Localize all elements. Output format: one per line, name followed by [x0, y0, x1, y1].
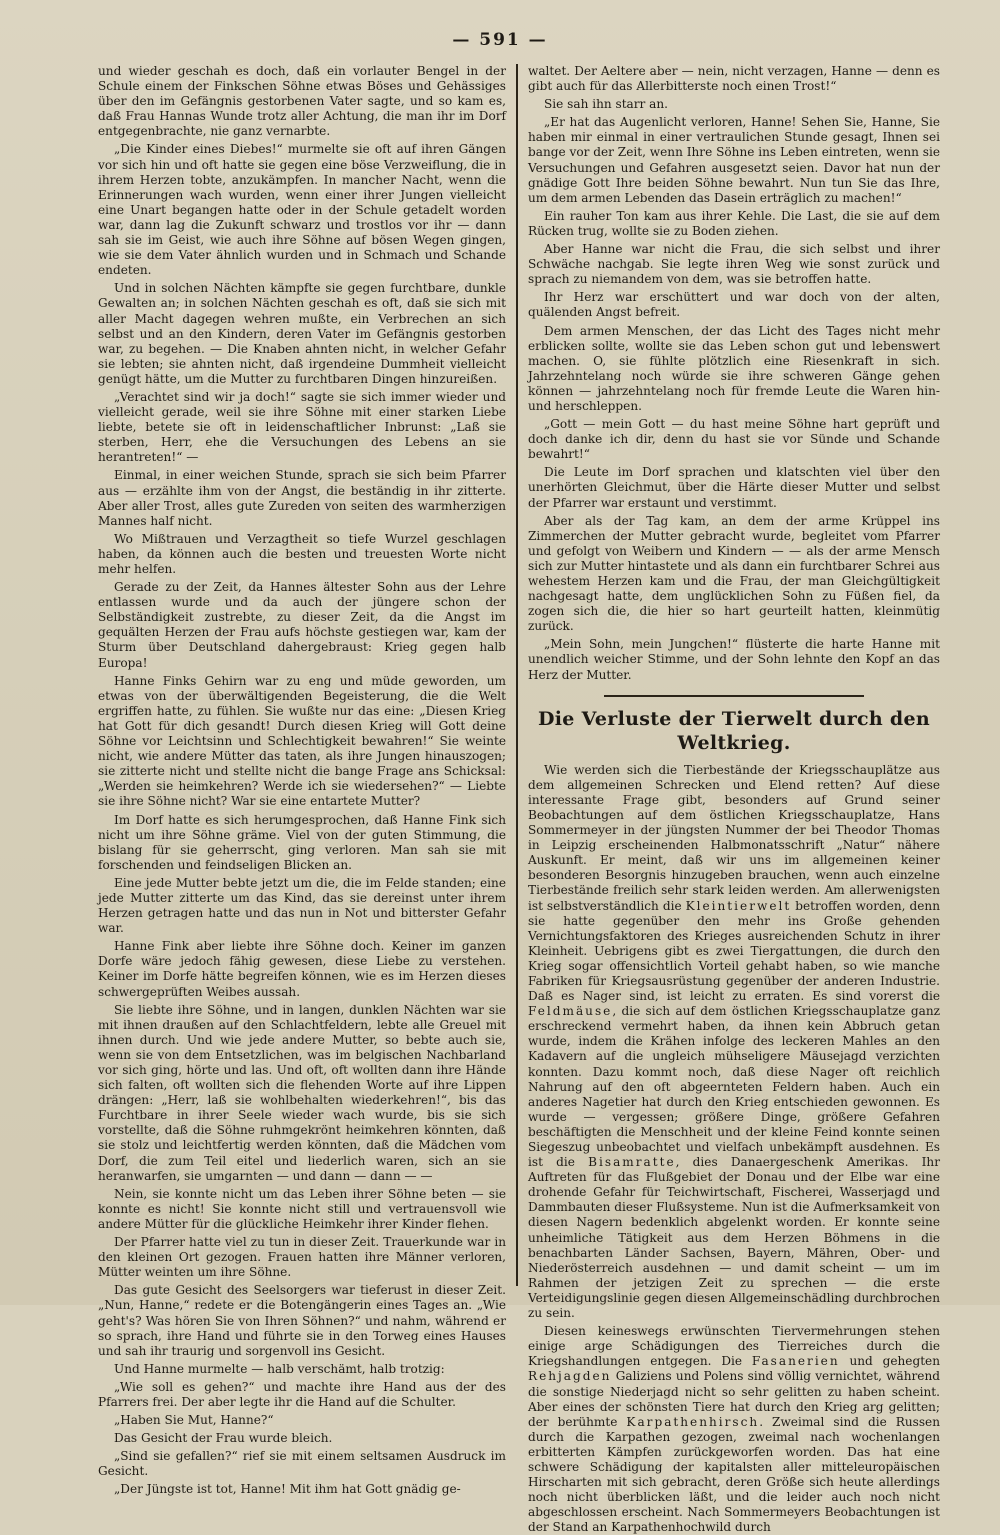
story-paragraph: „Sind sie gefallen?“ rief sie mit einem seltsamen Ausdruck im Gesicht. [98, 1449, 506, 1479]
story-paragraph: Aber Hanne war nicht die Frau, die sich selbst und ihrer Schwäche nachgab. Sie legte ihren Weg wie sonst zurück und sprach zu niemandem von dem, was sie betroffen hatte. [528, 242, 940, 287]
emphasis: Feldmäuse [528, 1004, 613, 1019]
story-paragraph: Das gute Gesicht des Seelsorgers war tieferust in dieser Zeit. „Nun, Hanne,“ redete er die Botengängerin eines Tages an. „Wie geht's? Was hören Sie von Ihren Söhnen?“ und nahm, während er so sprach, ihre Hand und führte sie in den Torweg eines Hauses und sah ihr traurig und sorgenvoll ins Gesicht. [98, 1283, 506, 1358]
story-paragraph: „Die Kinder eines Diebes!“ murmelte sie oft auf ihren Gängen vor sich hin und oft hatte sie gegen eine böse Verzweiflung, die in ihrem Herzen tobte, anzukämpfen. In mancher Nacht, wenn die Erinnerungen wach wurden, wenn einer ihrer Jungen vielleicht eine Unart begangen hatte oder in der Schule getadelt worden war, dann lag die Zukunft schwarz und trostlos vor ihr — dann sah sie im Geist, wie auch ihre Söhne auf bösen Wegen gingen, wie sie dem Vater ähnlich wurden und in Schmach und Schande endeten. [98, 142, 506, 278]
story-paragraph: Ein rauher Ton kam aus ihrer Kehle. Die Last, die sie auf dem Rücken trug, wollte sie zu Boden ziehen. [528, 208, 940, 238]
story-column-right [528, 64, 940, 683]
story-paragraph: Hanne Fink aber liebte ihre Söhne doch. Keiner im ganzen Dorfe wäre jedoch fähig gewesen, diese Liebe zu verstehen. Keiner im Dorfe hätte begreifen können, wie es im Herzen dieses schwergeprüften Weibes aussah. [98, 939, 506, 999]
right-column [528, 64, 940, 1535]
article-paragraph: Wie werden sich die Tierbestände der Kriegsschauplätze aus dem allgemeinen Schrecken und Elend retten? Auf diese interessante Frage gibt, besonders auf Grund seiner Beobachtungen auf dem östlichen Kriegsschauplatze, Hans Sommermeyer in der jüngsten Nummer der bei Theodor Thomas in Leipzig erscheinenden Halbmonatsschrift „Natur“ nähere Auskunft. Er meint, daß wir uns im allgemeinen keiner besonderen Besorgnis hinzugeben brauchen, wenn auch einzelne Tierbestände freilich sehr stark leiden werden. Am allerwenigsten ist selbstverständlich die Kleintierwelt betroffen worden, denn sie hatte gegenüber den mehr ins Große gehenden Vernichtungsfaktoren des Krieges ausreichenden Schutz in ihrer Kleinheit. Uebrigens gibt es zwei Tiergattungen, die durch den Krieg sogar offensichtlich Vorteil gehabt haben, so wie manche Fabriken für Kriegsausrüstung gegenüber der anderen Industrie. Daß es Nager sind, ist leicht zu erraten. Es sind vorerst die Feldmäuse, die sich auf dem östlichen Kriegsschauplatze ganz erschreckend vermehrt haben, da ihnen kein Abbruch getan wurde, indem die Krähen infolge des leckeren Mahles an den Kadavern auf die ungleich mühseligere Mäusejagd verzichten konnten. Dazu kommt noch, daß diese Nager oft reichlich Nahrung auf den oft abgeernteten Feldern haben. Auch ein anderes Nagetier hat durch den Krieg entschieden gewonnen. Es wurde — vergessen; größere Dinge, größere Gefahren beschäftigten die Menschheit und der kleine Feind konnte seinen Siegeszug unbeobachtet und vielfach unbekämpft ausdehnen. Es ist die Bisamratte, dies Danaergeschenk Amerikas. Ihr Auftreten für das Flußgebiet der Donau und der Elbe war eine drohende Gefahr für Teichwirtschaft, Fischerei, Wasserjagd und Dammbauten dieser Flußsysteme. Nun ist die Aufmerksamkeit von diesen Nagern bedenklich abgelenkt worden. Er konnte seine unheimliche Tätigkeit aus dem Herzen Böhmens in die benachbarten Länder Sachsen, Bayern, Mähren, Ober- und Niederösterreich ausdehnen — und damit scheint — um im Rahmen der jetzigen Zeit zu sprechen — die erste Verteidigungslinie gegen diesen Allgemeinschädling durchbrochen zu sein. [528, 762, 940, 1321]
story-paragraph: „Haben Sie Mut, Hanne?“ [114, 1413, 274, 1428]
story-paragraph: „Verachtet sind wir ja doch!“ sagte sie sich immer wieder und vielleicht gerade, weil sie ihre Söhne mit einer starken Liebe liebte, betete sie oft in leidenschaftlicher Inbrunst: „Laß sie sterben, Herr, ehe die Versuchungen des Lebens an sie herantreten!“ — [98, 389, 506, 465]
story-paragraph: Ihr Herz war erschüttert und war doch von der alten, quälenden Angst befreit. [528, 290, 940, 320]
story-paragraph: Gerade zu der Zeit, da Hannes ältester Sohn aus der Lehre entlassen wurde und da auch der jüngere schon der Selbständigkeit zustrebte, zu dieser Zeit, da die Angst im gequälten Herzen der Frau aufs höchste gestiegen war, kam der Sturm über Deutschland dahergebraust: Krieg gegen halb Europa! [98, 580, 506, 670]
story-paragraph: Einmal, in einer weichen Stunde, sprach sie sich beim Pfarrer aus — erzählte ihm von der Angst, die beständig in ihr zitterte. Aber aller Trost, alles gute Zureden von seiten des warmherzigen Mannes half nicht. [98, 468, 506, 528]
story-paragraph: „Mein Sohn, mein Jungchen!“ flüsterte die harte Hanne mit unendlich weicher Stimme, und der Sohn lehnte den Kopf an das Herz der Mutter. [528, 637, 940, 682]
story-paragraph: Und Hanne murmelte — halb verschämt, halb trotzig: [114, 1361, 445, 1376]
story-paragraph: waltet. Der Aeltere aber — nein, nicht verzagen, Hanne — denn es gibt auch für das Allerbitterste noch einen Trost!“ [528, 64, 940, 94]
emphasis: Bisamratte [588, 1155, 676, 1170]
story-paragraph: Die Leute im Dorf sprachen und klatschten viel über den unerhörten Gleichmut, über die Härte dieser Mutter und selbst der Pfarrer war erstaunt und verstimmt. [528, 465, 940, 510]
section-separator [604, 695, 864, 697]
story-paragraph: Nein, sie konnte nicht um das Leben ihrer Söhne beten — sie konnte es nicht! Sie konnte nicht still und vertrauensvoll wie andere Mütter für die glückliche Heimkehr ihrer Kinder flehen. [98, 1186, 506, 1231]
page-number: — 591 — [452, 30, 548, 50]
story-paragraph: Wo Mißtrauen und Verzagtheit so tiefe Wurzel geschlagen haben, da können auch die besten und treuesten Worte nicht mehr helfen. [98, 531, 506, 576]
emphasis: Fasanerien [751, 1354, 840, 1369]
article-paragraph: Diesen keineswegs erwünschten Tiervermehrungen stehen einige arge Schädigungen des Tierreiches durch die Kriegshandlungen entgegen. Die Fasanerien und gehegten Rehjagden Galiziens und Polens sind völlig vernichtet, während die sonstige Niederjagd nicht so sehr gelitten zu haben scheint. Aber eines der schönsten Tiere hat durch den Krieg arg gelitten; der berühmte Karpathenhirsch. Zweimal sind die Russen durch die Karpathen gezogen, zweimal nach wochenlangen erbitterten Kämpfen zurückgeworfen worden. Das hat eine schwere Schädigung der kapitalsten aller mitteleuropäischen Hirscharten mit sich gebracht, deren Größe sich heute allerdings noch nicht überblicken läßt, und die leider auch noch nicht abgeschlossen erscheint. Nach Sommermeyers Beobachtungen ist der Stand an Karpathenhochwild durch [528, 1324, 940, 1535]
emphasis: Rehjagden [528, 1369, 612, 1384]
article-body [528, 763, 940, 1535]
story-paragraph: „Der Jüngste ist tot, Hanne! Mit ihm hat Gott gnädig ge- [114, 1482, 461, 1497]
story-paragraph: Und in solchen Nächten kämpfte sie gegen furchtbare, dunkle Gewalten an; in solchen Nächten geschah es oft, daß sie sich mit aller Macht dagegen wehren mußte, ein Verbrechen an sich selbst und an den Kindern, deren Vater im Gefängnis gestorben war, zu begehen. — Die Knaben ahnten nicht, in welcher Gefahr sie lebten; sie ahnten nicht, daß irgendeine Dummheit vielleicht genügt hätte, um die Mutter zu furchtbaren Dingen hinzureißen. [98, 281, 506, 386]
story-paragraph: Aber als der Tag kam, an dem der arme Krüppel ins Zimmerchen der Mutter gebracht wurde, begleitet vom Pfarrer und gefolgt von Weibern und Kindern — — als der arme Mensch sich zur Mutter hintastete und als dann ein furchtbarer Schrei aus wehestem Herzen kam und die Frau, der man Gleichgültigkeit nachgesagt hatte, dem unglücklichen Sohn zu Füßen fiel, da zogen sich die, die hier so hart geurteilt hatten, kleinmütig zurück. [528, 513, 940, 634]
story-paragraph: Sie liebte ihre Söhne, und in langen, dunklen Nächten war sie mit ihnen draußen auf den Schlachtfeldern, lebte alle Greuel mit ihnen durch. Und wie jede andere Mutter, so bebte auch sie, wenn sie von dem Entsetzlichen, was im belgischen Nachbarland vor sich ging, hörte und las. Und oft, oft wollten dann ihre Hände sich falten, oft wollten sich die flehenden Worte auf ihre Lippen drängen: „Herr, laß sie wohlbehalten wiederkehren!“, bis das Furchtbare in ihrer Seele wieder wach wurde, bis sie sich vorstellte, daß die Söhne ruhmgekrönt heimkehren könnten, daß sie stolz und leichtfertig werden könnten, daß die Mädchen vom Dorf, die zum Teil eitel und liederlich waren, sich an sie heranwarfen, sie umgarnten — und dann — dann — — [98, 1002, 506, 1183]
story-paragraph: „Er hat das Augenlicht verloren, Hanne! Sehen Sie, Hanne, Sie haben mir einmal in einer vertraulichen Stunde gesagt, Ihnen sei bange vor der Zeit, wenn Ihre Söhne ins Leben eintreten, wenn sie Versuchungen und Gefahren ausgesetzt seien. Davor hat nun der gnädige Gott Ihre beiden Söhne bewahrt. Nun tun Sie das Ihre, um dem armen Lebenden das Dasein erträglich zu machen!“ [528, 115, 940, 205]
story-paragraph: „Gott — mein Gott — du hast meine Söhne hart geprüft und doch danke ich dir, denn du hast sie vor Sünde und Schande bewahrt!“ [528, 417, 940, 462]
story-paragraph: Das Gesicht der Frau wurde bleich. [114, 1431, 333, 1446]
emphasis: Karpathenhirsch [626, 1414, 760, 1429]
story-paragraph: Im Dorf hatte es sich herumgesprochen, daß Hanne Fink sich nicht um ihre Söhne gräme. Viel von der guten Stimmung, die bislang für sie geherrscht, ging verloren. Man sah sie mit forschenden und feindseligen Blicken an. [98, 812, 506, 872]
story-paragraph: Der Pfarrer hatte viel zu tun in dieser Zeit. Trauerkunde war in den kleinen Ort gezogen. Frauen hatten ihre Männer verloren, Mütter weinten um ihre Söhne. [98, 1235, 506, 1280]
story-paragraph: Eine jede Mutter bebte jetzt um die, die im Felde standen; eine jede Mutter zitterte um das Kind, das sie dereinst unter ihrem Herzen getragen hatte und das nun in Not und bitterster Gefahr war. [98, 875, 506, 936]
story-paragraph: Dem armen Menschen, der das Licht des Tages nicht mehr erblicken sollte, wollte sie das Leben schon gut und lebenswert machen. O, sie fühlte plötzlich eine Riesenkraft in sich. Jahrzehntelang noch würde sie ihre schweren Gänge gehen können — jahrzehntelang noch für fremde Leute die Waren hin- und herschleppen. [528, 323, 940, 413]
story-paragraph: Hanne Finks Gehirn war zu eng und müde geworden, um etwas von der überwältigenden Begeisterung, die die Welt ergriffen hatte, zu fühlen. Sie wußte nur das eine: „Diesen Krieg hat Gott für dich gesandt! Durch diesen Krieg will Gott deine Söhne vor Leichtsinn und Schlechtigkeit bewahren!“ Sie weinte nicht, wie andere Mütter das taten, als ihre Jungen hinauszogen; sie zitterte nicht und stellte nicht die bange Frage ans Schicksal: „Werden sie heimkehren? Werde ich sie wiedersehen?“ — Liebte sie ihre Söhne nicht? War sie eine entartete Mutter? [98, 673, 506, 809]
story-column-left [98, 64, 506, 1497]
column-divider [516, 64, 518, 1286]
article-title: Die Verluste der Tierwelt durch den Weltkrieg. [537, 707, 930, 754]
story-paragraph: Sie sah ihn starr an. [544, 97, 669, 112]
story-paragraph: und wieder geschah es doch, daß ein vorlauter Bengel in der Schule einem der Finkschen Söhne etwas Böses und Gehässiges über den im Gefängnis gestorbenen Vater sagte, und so kam es, daß Frau Hannas Wunde trotz aller Achtung, die man ihr im Dorf entgegenbrachte, nie ganz vernarbte. [98, 64, 506, 139]
emphasis: Kleintierwelt [685, 898, 792, 913]
story-paragraph: „Wie soll es gehen?“ und machte ihre Hand aus der des Pfarrers frei. Der aber legte ihr die Hand auf die Schulter. [98, 1379, 506, 1409]
